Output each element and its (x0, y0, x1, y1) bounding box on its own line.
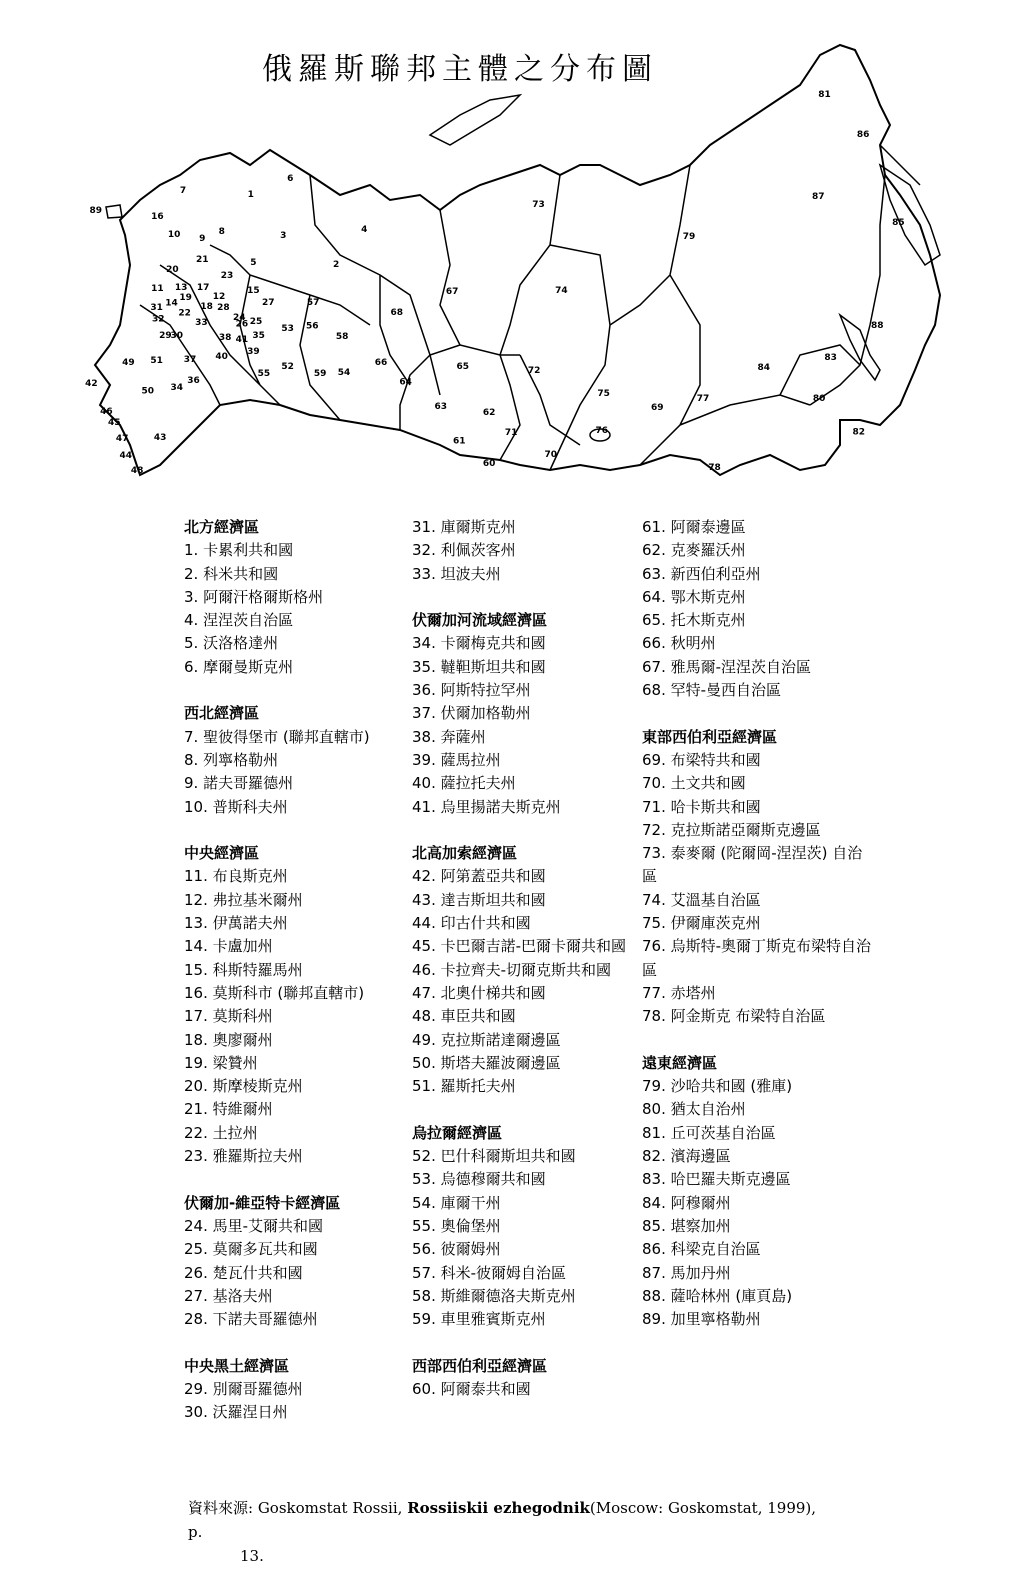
legend-item: 52. 巴什科爾斯坦共和國 (412, 1147, 576, 1166)
region-number-label: 21 (196, 255, 209, 266)
legend-item: 80. 猶太自治州 (642, 1100, 746, 1119)
legend-group-title: 烏拉爾經濟區 (412, 1123, 503, 1142)
legend-item: 15. 科斯特羅馬州 (184, 960, 303, 979)
legend-item: 69. 布梁特共和國 (642, 750, 761, 769)
region-number-label: 33 (195, 317, 208, 328)
legend-item: 46. 卡拉齊夫-切爾克斯共和國 (412, 960, 612, 979)
legend-item: 65. 托木斯克州 (642, 611, 746, 630)
region-number-label: 17 (196, 282, 210, 293)
legend-group-title: 中央黑土經濟區 (184, 1356, 290, 1375)
legend-column-3 (642, 516, 877, 1355)
legend-item: 86. 科梁克自治區 (642, 1240, 761, 1259)
region-number-label: 64 (399, 377, 412, 388)
legend-group (412, 609, 647, 819)
legend-item: 26. 楚瓦什共和國 (184, 1263, 303, 1282)
legend-column-1 (184, 516, 419, 1448)
legend-item: 43. 達吉斯坦共和國 (412, 890, 546, 909)
region-number-label: 61 (453, 436, 466, 447)
legend-item: 36. 阿斯特拉罕州 (412, 681, 531, 700)
region-number-label: 44 (119, 451, 133, 462)
source-note (188, 1496, 828, 1568)
region-number-label: 58 (335, 331, 349, 342)
legend-item: 87. 馬加丹州 (642, 1263, 731, 1282)
legend-item: 77. 赤塔州 (642, 983, 716, 1002)
region-number-label: 80 (812, 393, 826, 404)
region-number-label: 12 (212, 291, 226, 302)
region-number-label: 20 (166, 265, 179, 276)
legend-group (642, 726, 877, 1029)
legend-item: 31. 庫爾斯克州 (412, 518, 516, 536)
legend-item: 49. 克拉斯諾達爾邊區 (412, 1030, 561, 1049)
legend-group (184, 702, 419, 818)
legend-item: 4. 涅涅茨自治區 (184, 611, 294, 630)
region-number-label: 41 (235, 335, 249, 346)
legend-item: 82. 濱海邊區 (642, 1147, 731, 1166)
legend-item: 56. 彼爾姆州 (412, 1240, 501, 1259)
legend-item: 85. 堪察加州 (642, 1216, 731, 1235)
region-number-label: 37 (183, 355, 197, 366)
region-number-label: 75 (597, 388, 610, 399)
legend-group (184, 1192, 419, 1332)
region-number-label: 24 (233, 312, 246, 323)
legend-item: 18. 奧廖爾州 (184, 1030, 273, 1049)
region-number-label: 36 (187, 376, 200, 387)
legend-group (642, 516, 877, 702)
region-number-label: 82 (852, 427, 866, 438)
region-number-label: 51 (150, 356, 163, 367)
region-number-label: 60 (482, 458, 496, 469)
region-number-label: 23 (220, 271, 234, 281)
legend-item: 71. 哈卡斯共和國 (642, 797, 761, 816)
legend-group (412, 842, 647, 1098)
region-number-label: 40 (215, 352, 228, 362)
legend-group (184, 842, 419, 1168)
region-number-label: 18 (200, 301, 213, 312)
region-number-label: 5 (250, 257, 257, 268)
legend-item: 51. 羅斯托夫州 (412, 1077, 516, 1096)
region-number-label: 85 (892, 218, 905, 229)
region-number-label: 15 (247, 286, 260, 296)
legend-group (184, 516, 419, 679)
legend-item: 67. 雅馬爾-涅涅茨自治區 (642, 657, 812, 676)
legend-item: 40. 薩拉托夫州 (412, 774, 516, 793)
legend-item: 20. 斯摩棱斯克州 (184, 1077, 303, 1096)
region-number-label: 56 (306, 321, 319, 332)
legend-item: 68. 罕特-曼西自治區 (642, 681, 782, 700)
legend-item: 78. 阿金斯克 布梁特自治區 (642, 1007, 826, 1026)
legend-group-title: 西部西伯利亞經濟區 (412, 1356, 548, 1375)
region-number-label: 45 (108, 417, 121, 428)
region-number-label: 78 (708, 463, 721, 473)
region-map-svg (80, 25, 960, 480)
region-number-label: 81 (818, 89, 831, 100)
legend-item: 16. 莫斯科市 (聯邦直轄市) (184, 983, 365, 1002)
legend-column-2 (412, 516, 647, 1425)
region-number-label: 43 (153, 433, 167, 443)
kaliningrad (106, 205, 122, 218)
region-number-label: 70 (544, 449, 558, 460)
legend-item: 21. 特維爾州 (184, 1100, 273, 1119)
region-number-label: 31 (150, 302, 163, 313)
legend-group-title: 中央經濟區 (184, 844, 260, 863)
region-number-label: 14 (165, 298, 178, 309)
legend-item: 75. 伊爾庫茨克州 (642, 914, 761, 933)
region-number-label: 42 (85, 378, 98, 389)
region-number-label: 30 (170, 331, 184, 341)
legend-item: 10. 普斯科夫州 (184, 797, 288, 816)
region-number-label: 53 (281, 324, 294, 335)
region-number-label: 66 (374, 357, 388, 368)
legend-item: 27. 基洛夫州 (184, 1286, 273, 1305)
legend-item: 63. 新西伯利亞州 (642, 564, 761, 583)
region-number-label: 27 (262, 297, 275, 308)
legend-item: 28. 下諾夫哥羅德州 (184, 1310, 318, 1329)
legend-item: 14. 卡盧加州 (184, 937, 273, 956)
legend-item: 13. 伊萬諾夫州 (184, 914, 288, 933)
russia-outline (95, 45, 940, 475)
region-number-label: 13 (174, 282, 188, 293)
legend-item: 61. 阿爾泰邊區 (642, 518, 746, 536)
legend-item: 60. 阿爾泰共和國 (412, 1379, 531, 1398)
region-map (80, 25, 960, 480)
legend-group-title: 北方經濟區 (184, 518, 260, 536)
region-number-label: 88 (871, 321, 884, 331)
legend-item: 42. 阿第蓋亞共和國 (412, 867, 546, 886)
legend-item: 11. 布良斯克州 (184, 867, 288, 886)
legend-item: 1. 卡累利共和國 (184, 541, 294, 560)
region-number-label: 83 (824, 352, 837, 363)
legend-item: 8. 列寧格勒州 (184, 750, 279, 769)
region-number-label: 62 (482, 407, 496, 418)
legend-item: 62. 克麥羅沃州 (642, 541, 746, 560)
legend-item: 66. 秋明州 (642, 634, 716, 653)
legend-item: 41. 烏里揚諾夫斯克州 (412, 797, 561, 816)
region-number-label: 54 (337, 367, 351, 378)
legend-item: 35. 韃靼斯坦共和國 (412, 657, 546, 676)
legend-item: 24. 馬里-艾爾共和國 (184, 1216, 324, 1235)
region-number-label: 74 (555, 286, 568, 296)
legend-item: 84. 阿穆爾州 (642, 1193, 731, 1212)
legend-item: 9. 諾夫哥羅德州 (184, 774, 294, 793)
region-number-label: 89 (89, 205, 103, 216)
legend-item: 32. 利佩茨客州 (412, 541, 516, 560)
region-number-label: 16 (151, 211, 164, 222)
legend-item: 54. 庫爾干州 (412, 1193, 501, 1212)
legend-group (412, 1122, 647, 1332)
legend-item: 88. 薩哈林州 (庫頁島) (642, 1286, 793, 1305)
legend-item: 55. 奧倫堡州 (412, 1216, 501, 1235)
map-title: 俄羅斯聯邦主體之分布圖 (262, 52, 658, 87)
region-number-label: 26 (235, 319, 249, 330)
region-number-label: 52 (281, 362, 294, 372)
region-number-label: 1 (247, 190, 254, 200)
legend-item: 45. 卡巴爾吉諾-巴爾卡爾共和國 (412, 937, 627, 956)
legend-item: 3. 阿爾汗格爾斯格州 (184, 587, 324, 606)
legend-item: 64. 鄂木斯克州 (642, 587, 746, 606)
legend-item: 38. 奔薩州 (412, 727, 486, 746)
legend-item: 23. 雅羅斯拉夫州 (184, 1147, 303, 1166)
legend-item: 59. 車里雅賓斯克州 (412, 1310, 546, 1329)
legend-item: 58. 斯維爾德洛夫斯克州 (412, 1286, 576, 1305)
legend-group-title: 伏爾加河流域經濟區 (412, 611, 548, 630)
legend-item: 72. 克拉斯諾亞爾斯克邊區 (642, 820, 821, 839)
source-page: 13. (240, 1547, 264, 1565)
legend-item: 74. 艾溫基自治區 (642, 890, 761, 909)
legend-item: 73. 泰麥爾 (陀爾岡-涅涅茨) 自治區 (642, 844, 863, 886)
region-number-label: 76 (595, 426, 609, 437)
legend-item: 83. 哈巴羅夫斯克邊區 (642, 1170, 791, 1189)
region-number-label: 63 (434, 402, 448, 412)
region-number-label: 69 (651, 402, 664, 413)
region-number-label: 9 (199, 234, 206, 245)
legend-item: 44. 印古什共和國 (412, 914, 531, 933)
region-number-label: 38 (218, 332, 232, 343)
legend-item: 50. 斯塔夫羅波爾邊區 (412, 1053, 561, 1072)
region-number-label: 87 (812, 191, 825, 202)
legend-item: 6. 摩爾曼斯克州 (184, 657, 294, 676)
region-number-label: 28 (217, 302, 230, 313)
legend-item: 29. 別爾哥羅德州 (184, 1379, 303, 1398)
region-number-label: 29 (159, 331, 172, 341)
region-number-label: 25 (249, 316, 263, 327)
region-number-label: 2 (332, 260, 340, 271)
legend-item: 81. 丘可茨基自治區 (642, 1123, 776, 1142)
region-number-label: 72 (527, 366, 541, 377)
legend-item: 34. 卡爾梅克共和國 (412, 634, 546, 653)
region-number-label: 39 (247, 347, 260, 357)
legend-group (642, 1052, 877, 1332)
region-number-label: 55 (257, 368, 271, 379)
region-number-label: 68 (390, 307, 404, 318)
region-number-label: 47 (115, 433, 129, 444)
region-number-label: 86 (856, 129, 870, 140)
legend-item: 25. 莫爾多瓦共和國 (184, 1240, 318, 1259)
region-number-label: 71 (504, 428, 518, 438)
region-number-label: 46 (100, 407, 113, 417)
region-number-label: 84 (757, 362, 771, 373)
novaya-zemlya (430, 95, 520, 145)
region-number-label: 57 (306, 297, 320, 308)
legend-item: 22. 土拉州 (184, 1123, 258, 1142)
legend-group-title: 東部西伯利亞經濟區 (642, 727, 778, 746)
region-number-label: 35 (252, 331, 265, 341)
region-number-label: 73 (532, 200, 545, 210)
legend-item: 33. 坦波夫州 (412, 564, 501, 583)
region-number-label: 7 (179, 185, 187, 196)
region-number-label: 48 (130, 466, 144, 477)
region-number-label: 67 (445, 286, 459, 297)
region-number-label: 10 (167, 230, 181, 240)
legend-item: 2. 科米共和國 (184, 564, 279, 583)
region-number-label: 32 (152, 314, 165, 325)
region-number-label: 50 (141, 386, 155, 397)
legend-group-title: 遠東經濟區 (642, 1053, 718, 1072)
region-number-label: 6 (287, 174, 294, 185)
legend-item: 39. 薩馬拉州 (412, 750, 501, 769)
region-number-label: 59 (313, 368, 327, 379)
legend-group-title: 北高加索經濟區 (412, 844, 518, 863)
legend-group (184, 1355, 419, 1425)
region-boundaries (140, 145, 920, 470)
legend-item: 37. 伏爾加格勒州 (412, 704, 531, 723)
source-title: Rossiiskii ezhegodnik (407, 1499, 590, 1517)
region-number-label: 19 (179, 292, 192, 303)
legend-group-title: 伏爾加-維亞特卡經濟區 (184, 1193, 341, 1212)
region-number-label: 4 (361, 225, 368, 235)
region-number-label: 77 (696, 393, 710, 404)
legend-item: 70. 土文共和國 (642, 774, 746, 793)
region-number-label: 34 (170, 382, 184, 393)
legend-item: 5. 沃洛格達州 (184, 634, 279, 653)
source-prefix: 資料來源: Goskomstat Rossii, (188, 1499, 408, 1517)
region-number-label: 49 (122, 357, 135, 368)
legend-item: 12. 弗拉基米爾州 (184, 890, 303, 909)
legend-group-title: 西北經濟區 (184, 704, 260, 723)
legend-item: 53. 烏德穆爾共和國 (412, 1170, 546, 1189)
legend-item: 30. 沃羅涅日州 (184, 1403, 288, 1422)
region-number-label: 65 (456, 362, 470, 372)
region-number-label: 11 (151, 284, 164, 295)
legend-item: 89. 加里寧格勒州 (642, 1310, 761, 1329)
legend-item: 7. 聖彼得堡市 (聯邦直轄市) (184, 727, 370, 746)
legend-item: 79. 沙哈共和國 (雅庫) (642, 1077, 793, 1096)
region-number-label: 8 (218, 226, 225, 237)
legend-item: 48. 車臣共和國 (412, 1007, 516, 1026)
legend-item: 76. 烏斯特-奧爾丁斯克布梁特自治區 (642, 937, 872, 979)
legend-group (412, 516, 647, 586)
region-number-label: 3 (280, 230, 287, 241)
legend-item: 57. 科米-彼爾姆自治區 (412, 1263, 567, 1282)
region-number-label: 79 (682, 231, 696, 242)
source-suffix: (Moscow: Goskomstat, 1999), p. (188, 1499, 817, 1541)
region-number-label: 22 (178, 308, 191, 319)
legend-group (412, 1355, 647, 1402)
legend-item: 19. 梁贊州 (184, 1053, 258, 1072)
legend-item: 47. 北奧什梯共和國 (412, 983, 546, 1002)
legend-item: 17. 莫斯科州 (184, 1007, 273, 1026)
